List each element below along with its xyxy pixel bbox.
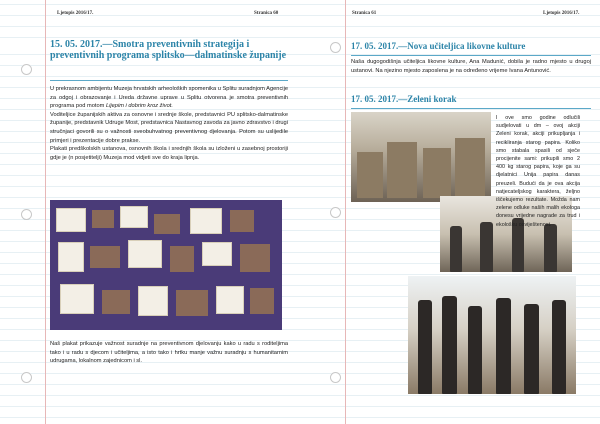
page-header-left: Ljetopis 2016/17. [57, 11, 94, 16]
margin-line [45, 0, 46, 424]
poster-note [128, 240, 162, 268]
poster-note [202, 242, 232, 266]
paper-stacks-photo [351, 112, 491, 202]
poster-note [138, 286, 168, 316]
article-body [50, 85, 288, 162]
poster-note [60, 284, 94, 314]
paragraph: Plakati predškolskih ustanova, osnovnih škola i srednjih škola su izloženi u zasebnoj prostoriji gdje je (n posjetitelji) Muzeja mod vidjeti sve do kraja lipnja. [50, 146, 288, 161]
article-title: 15. 05. 2017.—Smotra preventivnih strategija i preventivnih programa splitsko—dalmatinske županije [50, 39, 287, 61]
photo-caption: Naš plakat prikazuje važnost suradnje na preventivnom djelovanju kako u radu s roditeljima tako i u radu s djecom i učiteljima, a isto tako i hrtku manje važnu suradnju s humanitarnim udrugama, lokalnom zajednicom i sl. [50, 341, 288, 365]
binder-hole [330, 42, 341, 53]
paragraph: Voditeljice županijskih aktiva za osnovne i srednje škole, predstavnici PU splitsko-dalmatinske županije, predstavnik Udruge Most, predstavnica Nastavnog zavoda za javno zdravstvo i drugi stručnjaci govorili su o važnosti sveobuhvatnog preventivnog djelovanja. Potom su uslijedile primjeri i prezentacije dobre prakse. [50, 111, 288, 144]
binder-hole [21, 64, 32, 75]
paper-stack [357, 152, 383, 198]
page-number-right: Stranica 61 [352, 11, 377, 16]
poster-picture [90, 246, 120, 268]
person-figure [450, 226, 462, 272]
title-rule [351, 108, 591, 109]
poster-note [56, 208, 86, 232]
child-figure [524, 304, 539, 394]
children-photo [408, 276, 576, 394]
person-figure [544, 224, 557, 272]
paragraph [50, 85, 288, 111]
paper-stack [423, 148, 451, 198]
poster-picture [240, 244, 270, 272]
article-title-2: 17. 05. 2017.—Zeleni korak [351, 94, 457, 104]
child-figure [418, 300, 432, 394]
child-figure [442, 296, 457, 394]
poster-picture [154, 214, 180, 234]
poster-note [190, 208, 222, 234]
motto-text: Lijepim i dobrim kroz život. [105, 103, 173, 110]
poster-note [120, 206, 148, 228]
poster-note [216, 286, 244, 314]
margin-line [345, 0, 346, 424]
page-header-right: Ljetopis 2016/17. [543, 11, 580, 16]
person-figure [480, 222, 493, 272]
poster-picture [170, 246, 194, 272]
poster-note [58, 242, 84, 272]
paragraph-text: U prekrasnom ambijentu Muzeja hrvatskih arheoloških spomenika u Splitu suradnjom Agencije za odgoj i obrazovanje i Ureda državne uprave u Splitu otvorena je smotra preventivnih programa pod motom [50, 86, 288, 110]
child-figure [496, 298, 511, 394]
poster-picture [250, 288, 274, 314]
title-rule [351, 55, 591, 56]
paper-stack [387, 142, 417, 198]
binder-hole [330, 372, 341, 383]
page-number-left: Stranica 60 [254, 11, 279, 16]
child-figure [468, 306, 482, 394]
binder-hole [21, 372, 32, 383]
article-body-2: I ove smo godine odlučili sudjelovati u dm – ovoj akciji Zeleni korak, akciji prikupljanja i recikliranja starog papira. Koliko smo stabala spasili od sječe procijenite sami: prikupili smo 2 400 kg starog papira, koje ga su djelatnici Unija papira danas preuzeli. Budući da je ova akcija natjecateljskog karaktera, željno iščekujemo rezultate. Možda nam zelene odluke naših malih ekologa donesu vrijedne nagrade za trud i ekološku osviještenost. [496, 115, 580, 228]
poster-picture [230, 210, 254, 232]
poster-picture [102, 290, 130, 314]
binder-hole [21, 209, 32, 220]
poster-photo [50, 200, 282, 330]
article-title-1: 17. 05. 2017.—Nova učiteljica likovne kulture [351, 41, 526, 51]
article-body-1: Naša dugogodišnja učiteljica likovne kulture, Ana Madunić, dobila je radno mjesto u drugoj ustanovi. Na njezino mjesto zaposlena je na određeno vrijeme Ivana Antunović. [351, 59, 591, 74]
right-page [300, 0, 600, 424]
paper-stack [455, 138, 485, 198]
title-rule [50, 80, 288, 81]
poster-picture [176, 290, 208, 316]
binder-hole [330, 207, 341, 218]
child-figure [552, 300, 566, 394]
poster-picture [92, 210, 114, 228]
